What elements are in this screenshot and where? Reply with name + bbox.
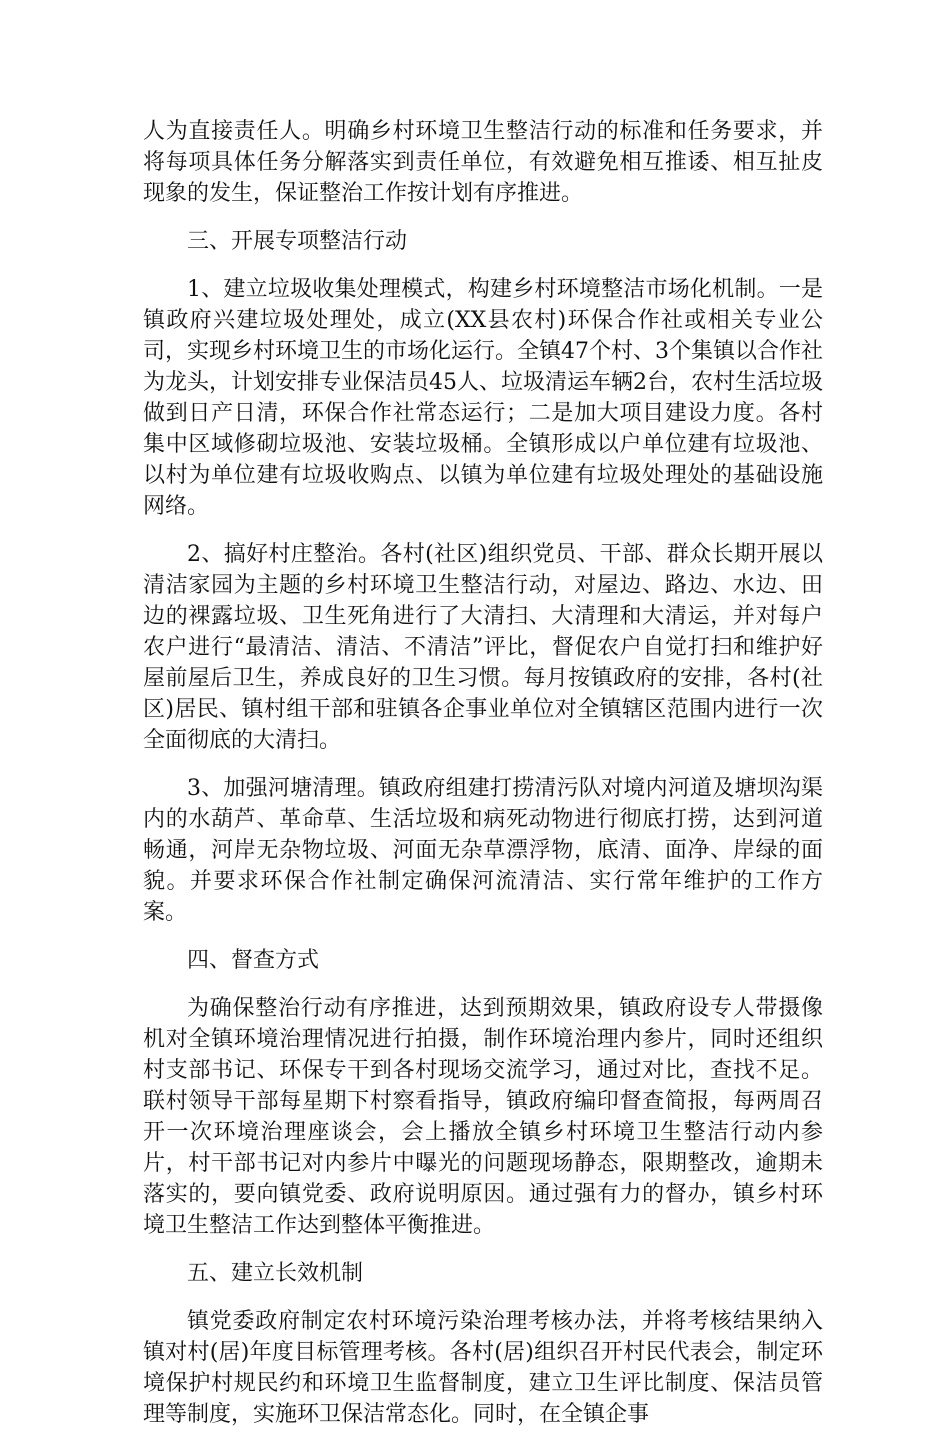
section-heading-5: 五、建立长效机制 [187,1261,364,1286]
paragraph-5: 镇党委政府制定农村环境污染治理考核办法，并将考核结果纳入镇对村(居)年度目标管理考核。各村(居)组织召开村民代表会，制定环境保护村规民约和环境卫生监督制度，建立卫生评比制度、保洁员管理等制度，实施环卫保洁常态化。同时，在全镇企事 [143,1309,823,1427]
paragraph-4: 为确保整治行动有序推进，达到预期效果，镇政府设专人带摄像机对全镇环境治理情况进行拍摄，制作环境治理内参片，同时还组织村支部书记、环保专干到各村现场交流学习，通过对比，查找不足。联村领导干部每星期下村察看指导，镇政府编印督查简报，每两周召开一次环境治理座谈会，会上播放全镇乡村环境卫生整洁行动内参片，村干部书记对内参片中曝光的问题现场静态，限期整改，逾期未落实的，要向镇党委、政府说明原因。通过强有力的督办，镇乡村环境卫生整洁工作达到整体平衡推进。 [143,996,823,1238]
section-heading-4: 四、督查方式 [187,948,320,973]
paragraph-3-3: 3、加强河塘清理。镇政府组建打捞清污队对境内河道及塘坝沟渠内的水葫芦、革命草、生活垃圾和病死动物进行彻底打捞，达到河道畅通，河岸无杂物垃圾、河面无杂草漂浮物，底清、面净、岸绿的面貌。并要求环保合作社制定确保河流清洁、实行常年维护的工作方案。 [143,776,823,925]
paragraph-3-2: 2、搞好村庄整治。各村(社区)组织党员、干部、群众长期开展以清洁家园为主题的乡村环境卫生整洁行动，对屋边、路边、水边、田边的裸露垃圾、卫生死角进行了大清扫、大清理和大清运，并对每户农户进行“最清洁、清洁、不清洁”评比，督促农户自觉打扫和维护好屋前屋后卫生，养成良好的卫生习惯。每月按镇政府的安排，各村(社区)居民、镇村组干部和驻镇各企事业单位对全镇辖区范围内进行一次全面彻底的大清扫。 [143,542,823,753]
document-body [143,116,823,1447]
paragraph-continued: 人为直接责任人。明确乡村环境卫生整洁行动的标准和任务要求，并将每项具体任务分解落实到责任单位，有效避免相互推诿、相互扯皮现象的发生，保证整治工作按计划有序推进。 [143,119,823,206]
section-heading-3: 三、开展专项整洁行动 [187,229,408,254]
paragraph-3-1: 1、建立垃圾收集处理模式，构建乡村环境整洁市场化机制。一是镇政府兴建垃圾处理处，成立(XX县农村)环保合作社或相关专业公司，实现乡村环境卫生的市场化运行。全镇47个村、3个集镇以合作社为龙头，计划安排专业保洁员45人、垃圾清运车辆2台，农村生活垃圾做到日产日清，环保合作社常态运行；二是加大项目建设力度。各村集中区域修砌垃圾池、安装垃圾桶。全镇形成以户单位建有垃圾池、以村为单位建有垃圾收购点、以镇为单位建有垃圾处理处的基础设施网络。 [143,277,823,519]
